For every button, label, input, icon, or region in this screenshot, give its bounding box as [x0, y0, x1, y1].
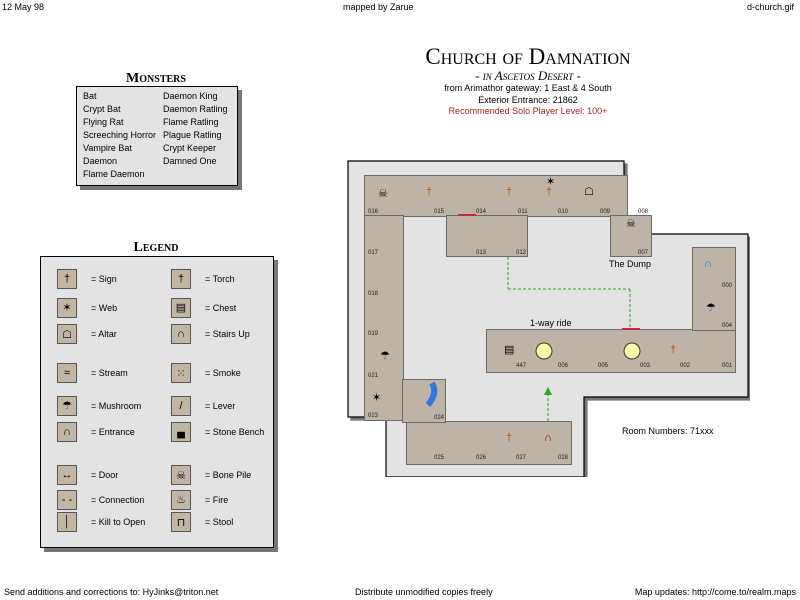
legend-label: = Sign	[91, 274, 117, 285]
monsters-title: Monsters	[126, 71, 186, 86]
room-number: 000	[722, 283, 733, 289]
ride-label: 1-way ride	[530, 318, 572, 328]
monster-entry: Screeching Horror	[83, 130, 157, 140]
kill-to-open-icon: │	[57, 512, 77, 532]
monster-entry: Flame Ratling	[163, 117, 219, 127]
stone-bench-icon: ▄	[171, 422, 191, 442]
room-number: 018	[368, 291, 379, 297]
room-number: 007	[638, 250, 649, 256]
map-subtitle: - in Ascetos Desert -	[475, 68, 581, 83]
legend-label: = Door	[91, 470, 119, 481]
monsters-right-column	[163, 91, 228, 169]
legend-label: = Stairs Up	[205, 329, 250, 340]
torch-icon: †	[506, 186, 513, 198]
corridor-west	[364, 215, 404, 421]
distribute-note: Distribute unmodified copies freely	[355, 587, 493, 597]
room-number: 012	[516, 250, 527, 256]
legend-label: = Mushroom	[91, 400, 142, 411]
room-number: 011	[518, 209, 528, 215]
door-icon: ↔	[57, 465, 77, 485]
room-number: 001	[722, 363, 733, 369]
monster-entry: Bat	[83, 91, 97, 101]
legend-label: = Altar	[91, 329, 117, 340]
monsters-panel	[76, 86, 238, 186]
fire-icon: ♨	[171, 490, 191, 510]
monster-entry: Crypt Keeper	[163, 143, 217, 153]
legend-label: = Fire	[205, 494, 229, 505]
monster-entry: Vampire Bat	[83, 143, 132, 153]
room-number: 023	[368, 413, 379, 419]
lever-icon: /	[171, 396, 191, 416]
room-number: 013	[476, 250, 487, 256]
room-number: 025	[434, 455, 445, 461]
torch-icon: †	[506, 432, 513, 444]
altar-icon: ☖	[584, 186, 594, 198]
room-number: 014	[476, 209, 487, 215]
legend-label: = Chest	[205, 302, 237, 313]
room-number: 016	[368, 209, 379, 215]
monster-entry: Daemon King	[163, 91, 218, 101]
room-number: 006	[558, 363, 569, 369]
room-number: 026	[476, 455, 487, 461]
room-number: 019	[368, 331, 379, 337]
legend-label: = Kill to Open	[91, 517, 146, 527]
stairs-up-icon: ∩	[544, 432, 552, 444]
map-title: Church of Damnation	[425, 44, 631, 69]
corridor-east-north	[692, 247, 736, 331]
web-icon: ✶	[57, 298, 77, 318]
torch-icon: †	[546, 186, 553, 198]
room-number: 004	[722, 323, 733, 329]
mushroom-icon: ☂	[380, 350, 390, 362]
gateway-info: from Arimathor gateway: 1 East & 4 South	[444, 83, 612, 93]
monster-entry: Damned One	[163, 156, 217, 166]
mushroom-icon: ☂	[706, 302, 716, 314]
map-filename: d-church.gif	[746, 2, 794, 12]
legend-label: = Entrance	[91, 427, 135, 438]
contact-note: Send additions and corrections to: HyJinks@triton.net	[4, 587, 219, 597]
map-date: 12 May 98	[2, 2, 45, 12]
legend-label: = Torch	[205, 274, 235, 285]
legend-label: = Smoke	[205, 368, 241, 379]
stool-icon: ⊓	[171, 512, 191, 532]
monster-entry: Flame Daemon	[83, 169, 145, 179]
room-number: 017	[368, 250, 379, 256]
room-numbers-note: Room Numbers: 71xxx	[622, 426, 714, 436]
room-number: 027	[516, 455, 527, 461]
legend-left-column	[41, 257, 161, 547]
bone-pile-icon: ☠	[626, 218, 636, 230]
legend-right-column	[161, 257, 273, 547]
chest-icon: ▤	[171, 298, 191, 318]
room-number: 015	[434, 209, 445, 215]
torch-icon: †	[171, 269, 191, 289]
legend-label: = Stool	[205, 517, 234, 527]
dump-label: The Dump	[609, 259, 652, 269]
room-number: 003	[640, 363, 651, 369]
bone-pile-icon: ☠	[378, 188, 388, 200]
legend-label: = Stone Bench	[205, 427, 265, 438]
map-credit: mapped by Zarue	[343, 2, 414, 12]
connection-icon: - -	[57, 490, 77, 510]
sign-icon: †	[57, 269, 77, 289]
room-number: 008	[638, 209, 649, 215]
legend-panel	[40, 256, 274, 548]
room-number: 021	[368, 373, 379, 379]
legend-label: = Web	[91, 302, 118, 313]
mushroom-icon: ☂	[57, 396, 77, 416]
stream-icon: ≈	[57, 363, 77, 383]
legend-label: = Connection	[91, 494, 145, 505]
monster-entry: Daemon	[83, 156, 118, 166]
torch-icon: †	[426, 186, 433, 198]
room-number: 024	[434, 415, 445, 421]
altar-icon: ☖	[57, 324, 77, 344]
entrance-info: Exterior Entrance: 21862	[478, 95, 578, 105]
room-number: 005	[598, 363, 609, 369]
web-icon: ✶	[546, 176, 556, 188]
room-number: 010	[558, 209, 569, 215]
torch-icon: †	[670, 344, 677, 356]
room-number: 447	[516, 363, 527, 369]
legend-label: = Bone Pile	[205, 470, 252, 481]
level-info: Recommended Solo Player Level: 100+	[448, 106, 608, 116]
legend-label: = Lever	[205, 400, 236, 411]
web-icon: ✶	[372, 392, 382, 404]
updates-note: Map updates: http://come.to/realm.maps	[634, 587, 796, 597]
chest-icon: ▤	[504, 344, 515, 356]
monster-entry: Plague Ratling	[163, 130, 222, 140]
monster-entry: Crypt Bat	[83, 104, 121, 114]
room-number: 028	[558, 455, 569, 461]
entrance-icon: ∩	[57, 422, 77, 442]
room-number: 002	[680, 363, 691, 369]
legend-title: Legend	[133, 240, 179, 255]
legend-label: = Stream	[91, 368, 128, 379]
stairs-up-icon: ∩	[171, 324, 191, 344]
monsters-left-column	[83, 91, 156, 182]
entrance-icon: ∩	[704, 258, 712, 270]
room-number: 009	[600, 209, 611, 215]
monster-entry: Flying Rat	[83, 117, 124, 127]
smoke-icon: ⁙	[171, 363, 191, 383]
bone-pile-icon: ☠	[171, 465, 191, 485]
monster-entry: Daemon Ratling	[163, 104, 228, 114]
